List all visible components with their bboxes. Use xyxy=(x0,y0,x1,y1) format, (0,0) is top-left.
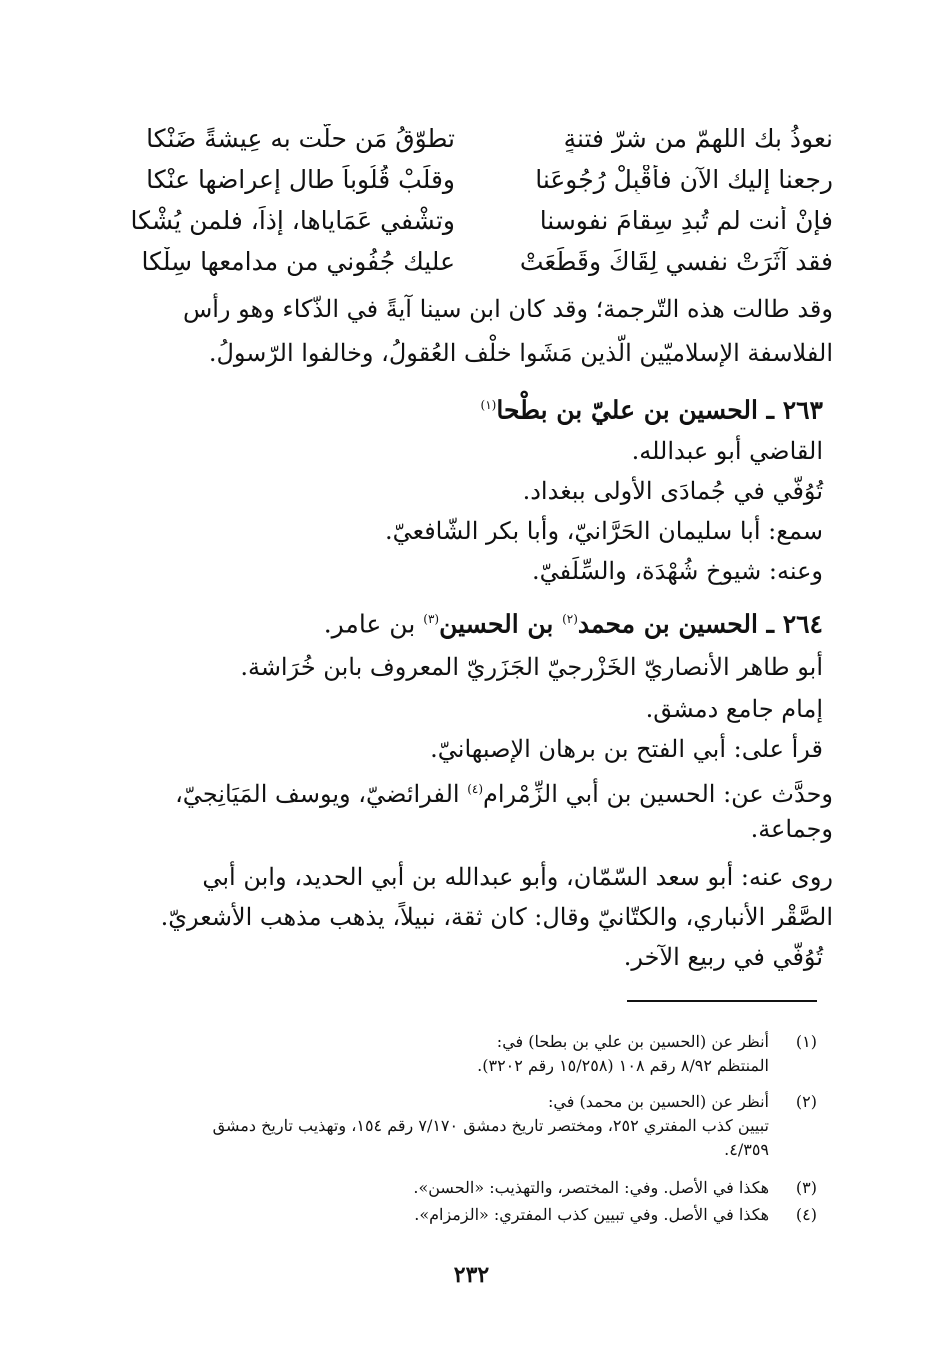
footnote-text: ٤/٣٥٩. xyxy=(724,1140,769,1159)
entry-264-title-tail: بن عامر. xyxy=(323,609,424,639)
footnote-body xyxy=(127,1176,769,1200)
verse-second-hemistich: وتشْفي عَمَاياها، إذاً، فلمن يُشْكا xyxy=(130,206,455,235)
footnote-number: (٢) xyxy=(795,1092,817,1111)
entry-263-line: سمع: أبا سليمان الحَرَّانيّ، وأبا بكر الشّافعيّ. xyxy=(384,517,823,545)
footnote-text: المنتظم ٨/٩٢ رقم ١٠٨ (١٥/٢٥٨ رقم ٣٢٠٢). xyxy=(477,1056,769,1075)
verse-second-hemistich: وقلِّبْ قُلُوباً طال إعراضها عنْكا xyxy=(146,165,455,194)
footnote-text: تبيين كذب المفتري ٢٥٢، ومختصر تاريخ دمشق ٧/١٧٠ رقم ١٥٤، وتهذيب تاريخ دمشق xyxy=(212,1116,769,1135)
verse-first-hemistich: نعوذُ بك اللهمّ من شرّ فتنةٍ xyxy=(563,124,833,153)
footnote xyxy=(127,1030,817,1078)
footnote-number: (٣) xyxy=(795,1178,817,1197)
entry-264-line: روى عنه: أبو سعد السّمّان، وأبو عبدالله بن أبي الحديد، وابن أبي xyxy=(202,863,833,891)
entry-263-heading xyxy=(481,388,823,427)
footnote-body xyxy=(127,1203,769,1227)
verse-first-hemistich: فقد آثَرَتْ نفسي لِقَاكَ وقَطَعَتْ xyxy=(519,247,833,276)
entry-264-line xyxy=(175,772,833,811)
entry-264-title-a: ٢٦٤ ـ الحسين بن محمد xyxy=(577,609,823,639)
footnote-text: أنظر عن (الحسين بن علي بن بطحا) في: xyxy=(496,1032,769,1051)
footnote-text: أنظر عن (الحسين بن محمد) في: xyxy=(548,1092,769,1111)
entry-264-line-part: وحدَّث عن: الحسين بن أبي الزِّمْرام xyxy=(483,780,833,808)
footnote-ref-3: (٣) xyxy=(423,612,440,626)
footnote-number: (١) xyxy=(795,1032,817,1051)
footnote-text: هكذا في الأصل. وفي: المختصر، والتهذيب: «الحسن». xyxy=(413,1178,769,1197)
entry-263-line: القاضي أبو عبدالله. xyxy=(631,437,823,465)
footnote-text: هكذا في الأصل. وفي تبيين كذب المفتري: «الزمزام». xyxy=(414,1205,769,1224)
verse-first-hemistich: رجعنا إليك الآن فأقْبِلْ رُجُوعَنا xyxy=(535,165,833,194)
entry-264-line: أبو طاهر الأنصاريّ الخَزْرجيّ الجَزَريّ المعروف بابن خُرَاشة. xyxy=(240,653,823,681)
footnote-ref-4: (٤) xyxy=(467,782,484,796)
verse-row xyxy=(113,118,833,159)
footnote xyxy=(127,1090,817,1162)
entry-264-line: قرأ على: أبي الفتح بن برهان الإصبهانيّ. xyxy=(430,735,823,763)
verse-row xyxy=(113,241,833,282)
footnote xyxy=(127,1176,817,1200)
page-number: ٢٣٢ xyxy=(453,1262,490,1288)
footnote-number: (٤) xyxy=(795,1205,817,1224)
verse-first-hemistich: فإنْ أنت لم تُبدِ سِقامَ نفوسنا xyxy=(539,206,833,235)
footnote-separator xyxy=(627,1000,817,1002)
poem-verses xyxy=(113,118,833,282)
entry-263-title: ٢٦٣ ـ الحسين بن عليّ بن بطْحا xyxy=(496,395,823,425)
entry-264-line: وجماعة. xyxy=(750,815,833,843)
footnote-ref-2: (٢) xyxy=(562,612,578,626)
entry-264-line: تُوُفّي في ربيع الآخر. xyxy=(623,943,823,971)
footnote-body xyxy=(127,1090,769,1162)
entry-263-line: وعنه: شيوخ شُهْدَة، والسِّلَفيّ. xyxy=(531,557,823,585)
entry-264-line-part: الفرائضيّ، ويوسف المَيَانِجيّ، xyxy=(175,780,468,808)
verse-row xyxy=(113,200,833,241)
closing-paragraph-line: الفلاسفة الإسلاميّين الّذين مَشَوا خلْف العُقولُ، وخالفوا الرّسولُ. xyxy=(208,339,833,367)
footnote-body xyxy=(127,1030,769,1078)
entry-264-title-b: بن الحسين xyxy=(439,609,563,639)
entry-264-heading xyxy=(324,602,823,641)
entry-264-line: إمام جامع دمشق. xyxy=(645,695,823,723)
footnote xyxy=(127,1203,817,1227)
verse-row xyxy=(113,159,833,200)
footnote-ref-1: (١) xyxy=(480,398,497,412)
verse-second-hemistich: عليك جُفُوني من مدامعها سِلْكا xyxy=(141,247,455,276)
closing-paragraph-line: وقد طالت هذه التّرجمة؛ وقد كان ابن سينا آيةً في الذّكاء وهو رأس xyxy=(182,295,833,323)
verse-second-hemistich: تطوّقُ مَن حلّت به عِيشةً ضَنْكا xyxy=(146,124,455,153)
entry-264-line: الصَّقْر الأنباري، والكتّانيّ وقال: كان ثقة، نبيلاً، يذهب مذهب الأشعريّ. xyxy=(160,903,833,931)
entry-263-line: تُوُفّي في جُمادَى الأولى ببغداد. xyxy=(522,477,823,505)
